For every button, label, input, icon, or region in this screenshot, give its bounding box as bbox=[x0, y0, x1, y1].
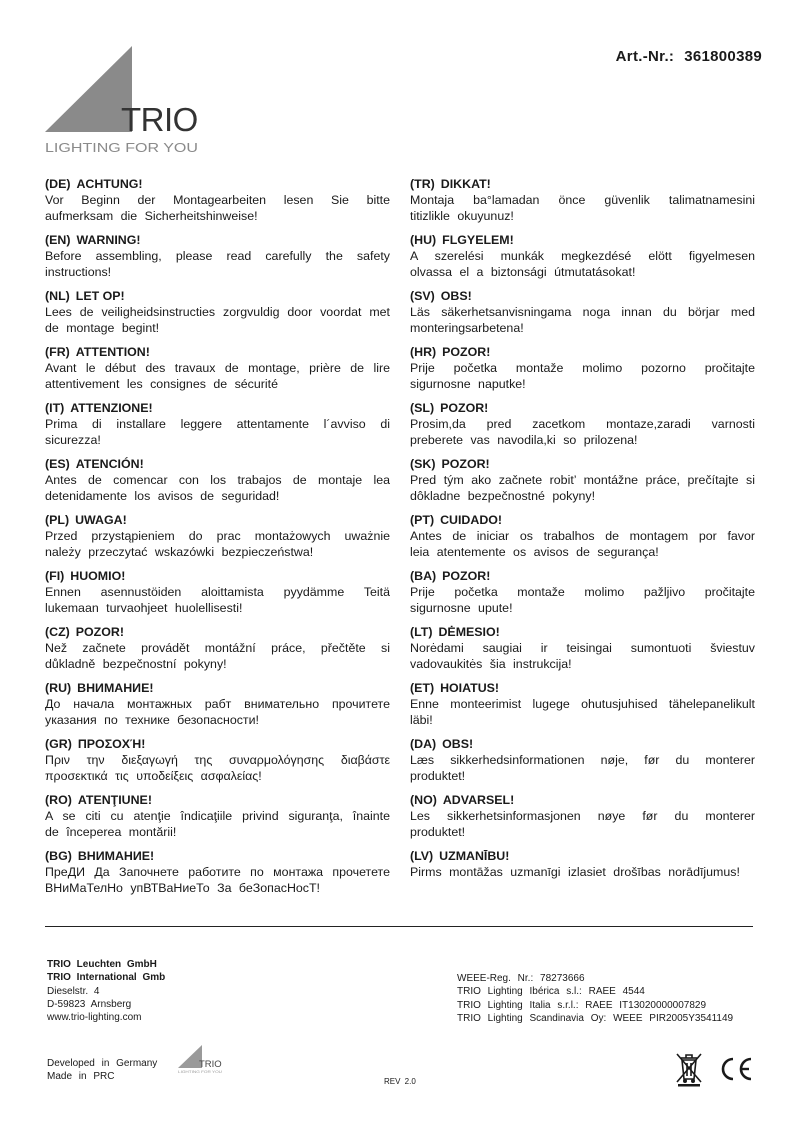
small-logo-brand: TRIO bbox=[199, 1059, 222, 1070]
warning-block: (BA) POZOR! Prije početka montaže molimo pažljivo pročitajte sigurnosne upute! bbox=[410, 569, 755, 615]
address-city: D-59823 Arnsberg bbox=[47, 998, 132, 1010]
weee-line: WEEE-Reg. Nr.: 78273666 bbox=[457, 973, 585, 984]
warning-block: (ES) ATENCIÓN! Antes de comencar con los trabajos de montaje lea detenidamente los avisos de seguridad! bbox=[45, 457, 390, 503]
article-number-label: Art.-Nr.: bbox=[615, 48, 675, 65]
weee-line: TRIO Lighting Italia s.r.l.: RAEE IT13020000007829 bbox=[457, 999, 707, 1011]
warning-block: (RO) ATENŢIUNE! A se citi cu atenţie îndicaţiile privind siguranţa, înainte de începerea montării! bbox=[45, 793, 390, 839]
footer-divider bbox=[45, 926, 753, 927]
warning-block: (DE) ACHTUNG! Vor Beginn der Montagearbeiten lesen Sie bitte aufmerksam die Sicherheitshinweise! bbox=[45, 177, 390, 223]
warning-block: (NL) LET OP! Lees de veiligheidsinstructies zorgvuldig door voordat met de montage begint! bbox=[45, 289, 390, 335]
logo-tagline: LIGHTING FOR YOU bbox=[45, 141, 198, 155]
warning-block: (LT) DĖMESIO! Norėdami saugiai ir teisingai sumontuoti šviestuv vadovaukitės šia instrukcija! bbox=[410, 625, 755, 671]
logo-brand: TRIO bbox=[121, 101, 198, 138]
warning-block: (FI) HUOMIO! Ennen asennustöiden aloittamista pyydämme Teitä lukemaan turvaohjeet huolellisesti! bbox=[45, 569, 390, 615]
company-address bbox=[47, 958, 165, 1024]
warning-block: (LV) UZMANĪBU! Pirms montāžas uzmanīgi izlasiet drošības norādījumus! bbox=[410, 849, 740, 879]
warning-block: (IT) ATTENZIONE! Prima di installare leggere attentamente l´avviso di sicurezza! bbox=[45, 401, 390, 447]
revision: REV 2.0 bbox=[384, 1077, 416, 1086]
warning-block: (SL) POZOR! Prosim,da pred zacetkom montaze,zaradi varnosti preberete vas navodila,ki so prilozena! bbox=[410, 401, 755, 447]
warning-block: (HU) FLGYELEM! A szerelési munkák megkezdésé elött figyelmesen olvassa el a biztonsági útmutatásokat! bbox=[410, 233, 755, 279]
weee-registrations bbox=[457, 972, 753, 1025]
ce-mark-icon bbox=[718, 1056, 754, 1082]
origin-info bbox=[47, 1057, 157, 1084]
warning-block: (NO) ADVARSEL! Les sikkerhetsinformasjonen nøye før du monterer produktet! bbox=[410, 793, 755, 839]
warning-block: (DA) OBS! Læs sikkerhedsinformationen nøje, før du monterer produktet! bbox=[410, 737, 755, 783]
warning-block: (CZ) POZOR! Než začnete provádět montážní práce, přečtěte si důkladně bezpečnostní pokyny! bbox=[45, 625, 390, 671]
small-trio-logo bbox=[176, 1044, 224, 1074]
warning-block: (ET) HOIATUS! Enne monteerimist lugege ohutusjuhised tähelepanelikult läbi! bbox=[410, 681, 755, 727]
address-street: Dieselstr. 4 bbox=[47, 985, 100, 997]
article-number bbox=[616, 48, 762, 65]
warning-block: (PT) CUIDADO! Antes de iniciar os trabalhos de montagem por favor leia atentemente os avisos de segurança! bbox=[410, 513, 755, 559]
warning-block: (GR) ΠΡΟΣΟΧΉ! Πριν την διεξαγωγή της συναρμολόγησης διαβάστε προσεκτικά τις υποδείξεις ασφαλείας! bbox=[45, 737, 390, 783]
company-name-international: TRIO International Gmb bbox=[47, 972, 166, 984]
made-in: Made in PRC bbox=[47, 1071, 115, 1083]
website-link[interactable]: www.trio-lighting.com bbox=[47, 1012, 142, 1024]
warning-block: (TR) DIKKAT! Montaja ba°lamadan önce güvenlik talimatnamesini titizlikle okuyunuz! bbox=[410, 177, 755, 223]
warning-block: (EN) WARNING! Before assembling, please read carefully the safety instructions! bbox=[45, 233, 390, 279]
warning-block: (FR) ATTENTION! Avant le début des travaux de montage, prière de lire attentivement les consignes de sécurité bbox=[45, 345, 390, 391]
warning-block: (BG) ВНИМАНИЕ! ПреДИ Да Започнете работите по монтажа прочетете ВНиМаТелНо упВТВаНиеТо За беЗопасНосТ! bbox=[45, 849, 390, 895]
company-name: TRIO Leuchten GmbH bbox=[47, 959, 157, 970]
warning-block: (HR) POZOR! Prije početka montaže molimo pozorno pročitajte sigurnosne naputke! bbox=[410, 345, 755, 391]
developed-in: Developed in Germany bbox=[47, 1058, 158, 1069]
warnings-right-column bbox=[410, 176, 755, 904]
small-logo-tagline: LIGHTING FOR YOU bbox=[178, 1070, 223, 1074]
warning-block: (RU) ВНИМАНИЕ! До начала монтажных рабт внимательно прочитете указания по технике безопасности! bbox=[45, 681, 390, 727]
article-number-value: 361800389 bbox=[684, 48, 762, 65]
warning-block: (PL) UWAGA! Przed przystąpieniem do prac montażowych uważnie należy przeczytać wskazówki bezpieczeństwa! bbox=[45, 513, 390, 559]
warning-block: (SV) OBS! Läs säkerhetsanvisningama noga innan du börjar med monteringsarbetena! bbox=[410, 289, 755, 335]
weee-line: TRIO Lighting Scandinavia Oy: WEEE PIR2005Y3541149 bbox=[457, 1012, 734, 1024]
logo-triangle-icon bbox=[45, 46, 132, 132]
trio-logo bbox=[45, 44, 205, 156]
weee-bin-icon bbox=[674, 1051, 704, 1087]
weee-line: TRIO Lighting Ibérica s.l.: RAEE 4544 bbox=[457, 986, 645, 998]
warning-block: (SK) POZOR! Pred tým ako začnete robit’ montážne práce, prečítajte si dôkladne bezpečnostné pokyny! bbox=[410, 457, 755, 503]
warnings-left-column bbox=[45, 176, 390, 904]
